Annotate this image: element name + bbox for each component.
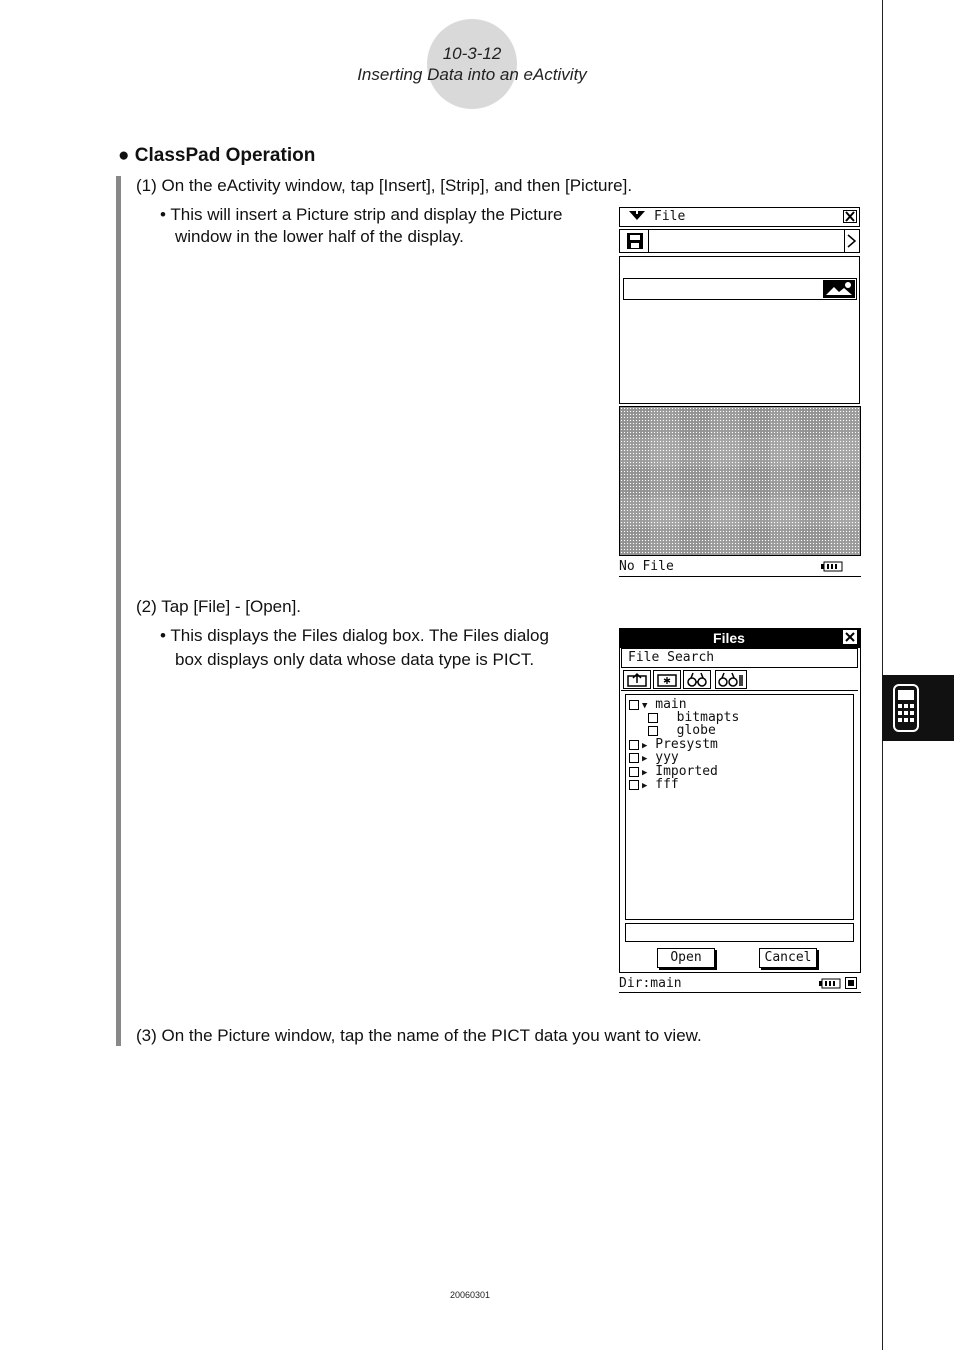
open-button[interactable]: Open: [657, 948, 715, 968]
status-bar: [619, 976, 861, 993]
step-2-note-line1: • This displays the Files dialog box. The Files dialog: [160, 626, 549, 645]
picture-strip[interactable]: [623, 278, 857, 300]
file-tree: [625, 694, 854, 920]
step-1: (1) On the eActivity window, tap [Insert], [Strip], and then [Picture].: [136, 176, 633, 195]
tree-item-label: yyy: [655, 750, 679, 765]
checkbox[interactable]: [648, 713, 658, 723]
tree-item-label: Imported: [655, 764, 718, 779]
files-dialog-titlebar: [619, 628, 861, 648]
tree-item-label: main: [655, 697, 687, 712]
tree-item-label: Presystm: [655, 737, 718, 752]
picture-strip-icon[interactable]: [823, 280, 855, 298]
toolbar: [619, 229, 860, 253]
step-2-note-line2: box displays only data whose data type is PICT.: [175, 650, 535, 669]
expander-icon[interactable]: ▶: [642, 741, 648, 751]
calculator-icon: [888, 683, 924, 733]
cancel-button[interactable]: Cancel: [759, 948, 817, 968]
expander-icon[interactable]: ▼: [642, 701, 648, 711]
checkbox[interactable]: [629, 780, 639, 790]
file-search-field[interactable]: [621, 648, 858, 668]
header-circle: [427, 19, 517, 109]
checkbox[interactable]: [629, 753, 639, 763]
procedure-bar: [116, 176, 121, 1046]
new-folder-icon[interactable]: [653, 670, 681, 689]
tree-item-label: fff: [655, 777, 679, 792]
battery-icon: [821, 561, 843, 576]
picture-window[interactable]: [619, 406, 861, 556]
heading-text: ClassPad Operation: [134, 145, 316, 166]
expander-icon[interactable]: ▶: [642, 781, 648, 791]
footer-code: 20060301: [449, 1290, 491, 1300]
search-next-icon[interactable]: [715, 670, 747, 689]
step-2: (2) Tap [File] - [Open].: [136, 597, 302, 616]
toolbar-divider: [844, 230, 845, 252]
status-bar: [619, 558, 861, 577]
battery-icon: [819, 978, 841, 993]
section-title: Inserting Data into an eActivity: [357, 65, 587, 84]
tree-item[interactable]: [629, 751, 679, 764]
search-icon[interactable]: [683, 670, 711, 689]
menu-bar: [619, 207, 860, 227]
status-text: Dir:main: [619, 976, 682, 991]
checkbox[interactable]: [629, 740, 639, 750]
tree-item[interactable]: [629, 778, 679, 791]
checkbox[interactable]: [629, 700, 639, 710]
floppy-disk-icon[interactable]: [624, 233, 646, 249]
tree-item[interactable]: [648, 724, 716, 737]
close-icon[interactable]: [843, 630, 857, 644]
checkbox[interactable]: [629, 767, 639, 777]
tree-item-label: bitmapts: [676, 710, 740, 725]
file-search-label: File Search: [628, 650, 715, 665]
step-1-note-line2: window in the lower half of the display.: [175, 227, 464, 246]
bullet: ●: [118, 145, 130, 166]
filename-field[interactable]: [625, 923, 854, 942]
section-number: 10-3-12: [442, 44, 502, 63]
file-menu[interactable]: File: [654, 209, 686, 224]
toolbar-divider: [648, 230, 649, 252]
classpad-operation-heading: [118, 145, 315, 167]
step-3: (3) On the Picture window, tap the name of the PICT data you want to view.: [136, 1026, 702, 1045]
memory-icon: [845, 977, 857, 993]
dialog-title: Files: [713, 630, 745, 646]
step-1-note-line1: • This will insert a Picture strip and display the Picture: [160, 205, 563, 224]
down-arrow-menu-icon[interactable]: [628, 209, 646, 228]
status-text: No File: [619, 559, 674, 574]
scroll-right-icon[interactable]: [847, 234, 857, 253]
up-folder-icon[interactable]: [623, 670, 651, 689]
chapter-tab: [882, 675, 954, 741]
files-toolbar: [621, 669, 858, 691]
close-icon[interactable]: [843, 210, 857, 223]
checkbox[interactable]: [648, 726, 658, 736]
expander-icon[interactable]: ▶: [642, 754, 648, 764]
expander-icon[interactable]: ▶: [642, 768, 648, 778]
tree-item-label: globe: [676, 723, 716, 738]
